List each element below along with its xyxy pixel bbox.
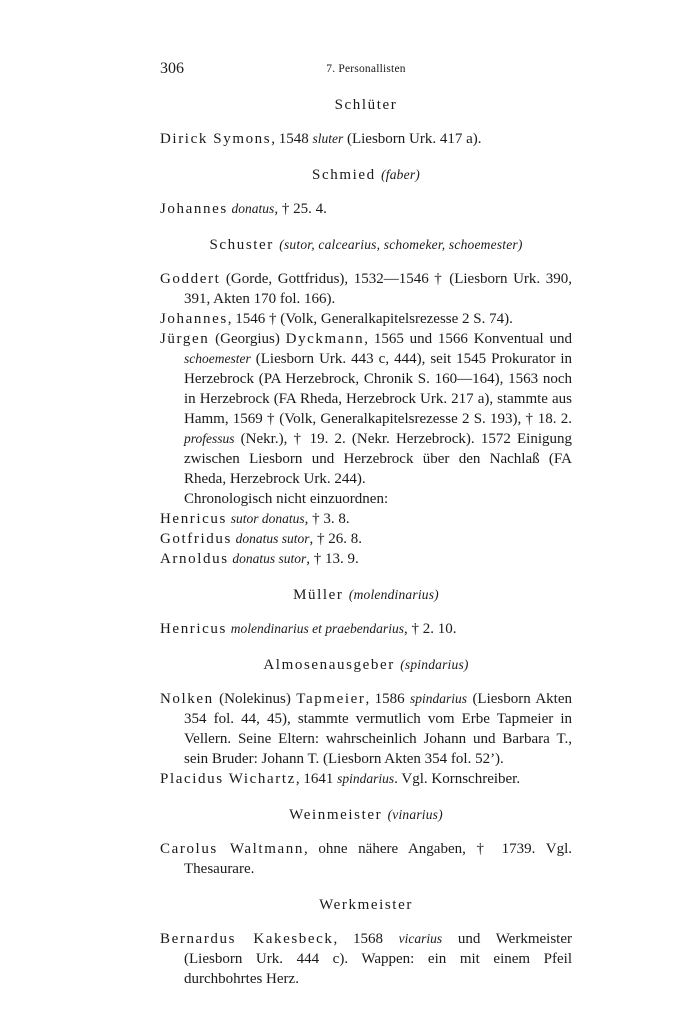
running-title: 7. Personallisten (326, 63, 406, 75)
list-entry: Johannes donatus, † 25. 4. (160, 201, 327, 217)
section-heading: Almosenausgeber (spindarius) (263, 657, 469, 673)
list-entry: Henricus sutor donatus, † 3. 8. (160, 511, 350, 527)
document-page (160, 60, 572, 989)
list-entry: Henricus molendinarius et praebendarius, † 2. 10. (160, 621, 457, 637)
section-heading-latin: (spindarius) (400, 657, 469, 672)
running-header (160, 60, 572, 82)
list-entry: Johannes, 1546 † (Volk, Generalkapitelsrezesse 2 S. 74). (160, 311, 513, 327)
section-heading: Schlüter (334, 97, 398, 113)
sub-heading: Chronologisch nicht einzuordnen: (184, 491, 389, 507)
section-heading: Schmied (faber) (312, 167, 420, 183)
main-content (160, 82, 572, 989)
section-heading: Müller (molendinarius) (293, 587, 439, 603)
list-entry: Arnoldus donatus sutor, † 13. 9. (160, 551, 359, 567)
section-heading-latin: (faber) (381, 167, 420, 182)
section-heading-latin: (sutor, calcearius, schomeker, schoemester) (279, 237, 523, 252)
section-heading-latin: (vinarius) (387, 807, 443, 822)
list-entry: Goddert (Gorde, Gottfridus), 1532—1546 † (Liesborn Urk. 390, 391, Akten 170 fol. 166). (160, 271, 572, 307)
page-number: 306 (160, 60, 184, 77)
list-entry: Placidus Wichartz, 1641 spindarius. Vgl. Kornschreiber. (160, 771, 521, 787)
list-entry: Bernardus Kakesbeck, 1568 vicarius und Werkmeister (Liesborn Urk. 444 c). Wappen: ein mit einem Pfeil durchbohrtes Herz. (160, 931, 572, 987)
list-entry: Gotfridus donatus sutor, † 26. 8. (160, 531, 363, 547)
section-heading: Weinmeister (vinarius) (289, 807, 443, 823)
list-entry: Dirick Symons, 1548 sluter (Liesborn Urk. 417 a). (160, 131, 482, 147)
section-heading: Werkmeister (319, 897, 413, 913)
section-heading-latin: (molendinarius) (348, 587, 439, 602)
list-entry: Carolus Waltmann, ohne nähere Angaben, † 1739. Vgl. Thesaurare. (160, 841, 572, 877)
list-entry: Jürgen (Georgius) Dyckmann, 1565 und 1566 Konventual und schoemester (Liesborn Urk. 443 c, 444), seit 1545 Prokurator in Herzebrock (PA Herzebrock, Chronik S. 160—164), 1563 noch in Herzebrock (FA Rheda, Herzebrock Urk. 217 a), stammte aus Hamm, 1569 † (Volk, Generalkapitelsrezesse 2 S. 193), † 18. 2. professus (Nekr.), † 19. 2. (Nekr. Herzebrock). 1572 Einigung zwischen Liesborn und Herzebrock über den Nachlaß (FA Rheda, Herzebrock Urk. 244). (160, 331, 572, 487)
section-heading: Schuster (sutor, calcearius, schomeker, schoemester) (209, 237, 523, 253)
list-entry: Nolken (Nolekinus) Tapmeier, 1586 spindarius (Liesborn Akten 354 fol. 44, 45), stammte vermutlich vom Erbe Tapmeier in Vellern. Seine Eltern: wahrscheinlich Johann und Barbara T., sein Bruder: Johann T. (Liesborn Akten 354 fol. 52’). (160, 691, 572, 767)
